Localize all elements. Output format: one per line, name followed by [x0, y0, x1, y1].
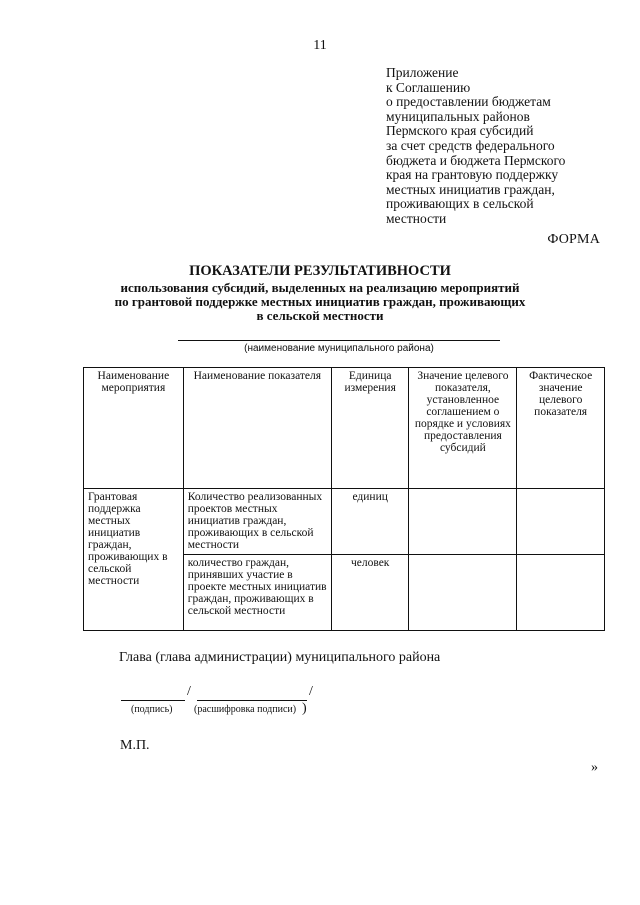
appendix-line: проживающих в сельской: [386, 196, 534, 212]
indicator-cell: количество граждан, принявших участие в проекте местных инициатив граждан, проживающих в сельской местности: [183, 555, 331, 631]
header-unit: Единица измерения: [331, 368, 409, 489]
appendix-line: муниципальных районов: [386, 108, 530, 124]
municipality-line: [178, 340, 500, 341]
closing-paren: ): [302, 701, 307, 716]
appendix-line: местности: [386, 210, 447, 226]
appendix-line: о предоставлении бюджетам: [386, 94, 551, 110]
header-target: Значение целевого показателя, установленное соглашением о порядке и условиях предоставления субсидий: [409, 368, 517, 489]
signature-line: [121, 700, 185, 701]
subtitle-line: по грантовой поддержке местных инициатив граждан, проживающих: [114, 294, 526, 309]
appendix-line: Приложение: [386, 65, 459, 80]
seal-label: М.П.: [120, 738, 150, 753]
indicator-cell: Количество реализованных проектов местных инициатив граждан, проживающих в сельской местности: [183, 489, 331, 555]
appendix-block: [386, 66, 596, 227]
header-measure: Наименование мероприятия: [84, 368, 184, 489]
table-header-row: [84, 368, 605, 489]
page-number: 11: [313, 38, 327, 53]
header-indicator: Наименование показателя: [183, 368, 331, 489]
unit-cell: человек: [331, 555, 409, 631]
measure-cell: Грантовая поддержка местных инициатив граждан, проживающих в сельской местности: [84, 489, 184, 631]
decoding-line: [197, 700, 307, 701]
indicators-table: [83, 367, 605, 631]
decoding-caption: (расшифровка подписи): [194, 704, 297, 715]
header-actual: Фактическое значение целевого показателя: [517, 368, 605, 489]
actual-cell: [517, 555, 605, 631]
head-signature-label: Глава (глава администрации) муниципального района: [119, 650, 441, 665]
target-cell: [409, 555, 517, 631]
appendix-line: края на грантовую поддержку: [386, 167, 559, 183]
target-cell: [409, 489, 517, 555]
appendix-line: Пермского края субсидий: [386, 123, 534, 139]
unit-cell: единиц: [331, 489, 409, 555]
slash-separator: /: [187, 684, 191, 699]
subtitle-line: использования субсидий, выделенных на реализацию мероприятий: [120, 280, 520, 295]
table-row: [84, 489, 605, 555]
appendix-line: к Соглашению: [386, 79, 471, 95]
slash-separator: /: [309, 684, 313, 699]
actual-cell: [517, 489, 605, 555]
signature-caption: (подпись): [131, 704, 173, 715]
appendix-line: за счет средств федерального: [386, 137, 555, 153]
document-title: ПОКАЗАТЕЛИ РЕЗУЛЬТАТИВНОСТИ: [189, 263, 451, 279]
closing-quote: »: [591, 760, 598, 775]
appendix-line: местных инициатив граждан,: [386, 181, 555, 197]
subtitle-line: в сельской местности: [256, 308, 384, 323]
municipality-caption: (наименование муниципального района): [244, 343, 434, 354]
document-subtitle: [90, 281, 550, 323]
appendix-line: бюджета и бюджета Пермского: [386, 152, 566, 168]
form-label: ФОРМА: [547, 232, 600, 247]
